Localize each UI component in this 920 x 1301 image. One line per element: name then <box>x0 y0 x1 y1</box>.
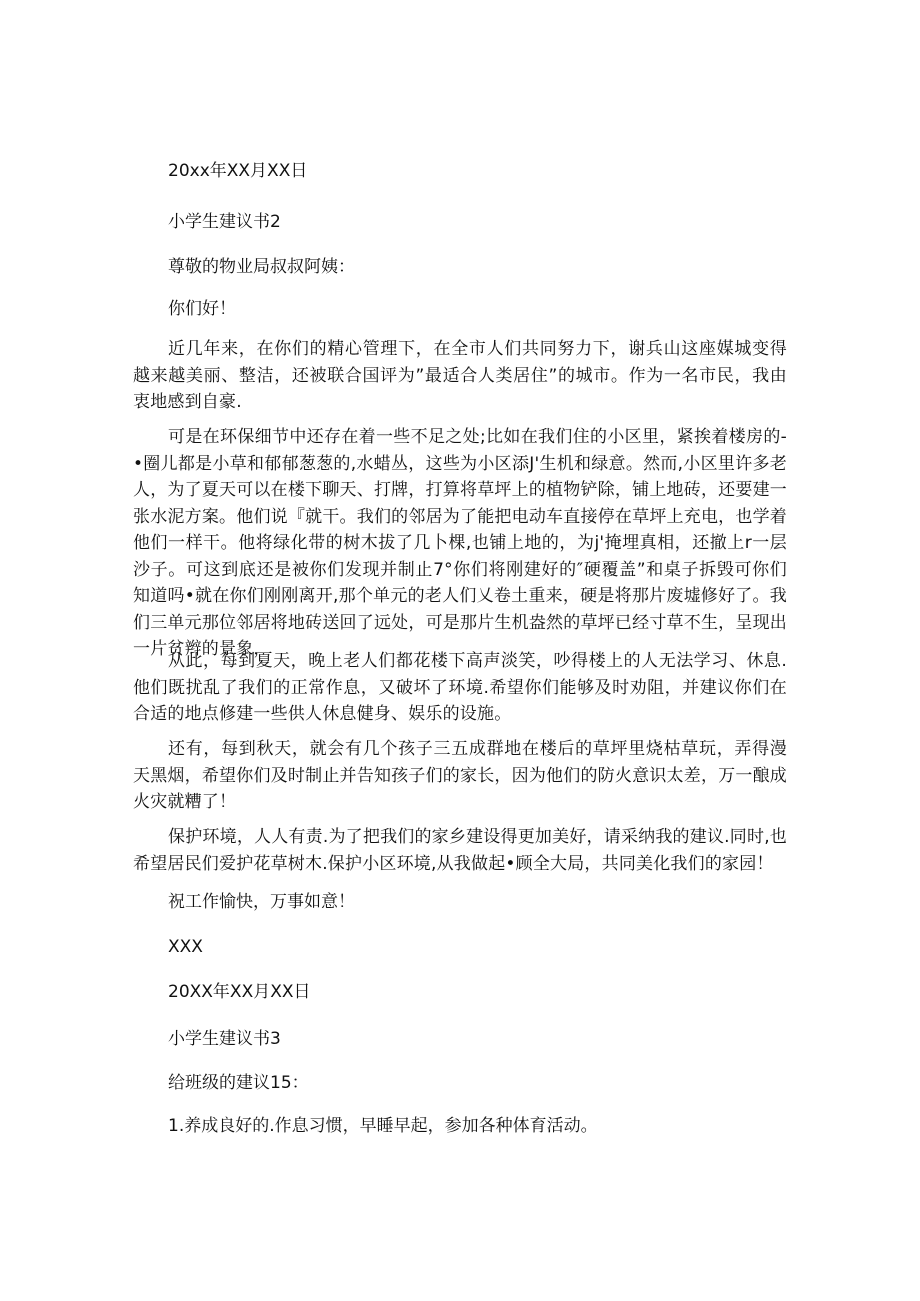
closing-line: 祝工作愉快，万事如意！ <box>168 892 355 912</box>
paragraph-5: 保护环境，人人有责.为了把我们的家乡建设得更加美好，请采纳我的建议.同时,也希望居民们爱护花草树木.保护小区环境,从我做起•顾全大局，共同美化我们的家园！ <box>133 827 787 874</box>
date-line-2: 20XX年XX月XX日 <box>168 982 311 1002</box>
section-heading: 给班级的建议15： <box>168 1073 309 1093</box>
salutation: 尊敬的物业局叔叔阿姨： <box>168 257 355 277</box>
date-line-1: 20xx年XX月XX日 <box>168 161 308 181</box>
list-item-1: 1.养成良好的.作息习惯，早睡早起，参加各种体育活动。 <box>168 1116 598 1136</box>
paragraph-3: 从此，每到夏天，晚上老人们都花楼下高声淡笑，吵得楼上的人无法学习、休息.他们既扰乱了我们的正常作息，又破坏了环境.希望你们能够及时劝阻，并建议你们在合适的地点修建一些供人休息健身、娱乐的设施。 <box>133 651 787 724</box>
letter-title-3: 小学生建议书3 <box>168 1029 281 1049</box>
paragraph-4: 还有，每到秋天，就会有几个孩子三五成群地在楼后的草坪里烧枯草玩，弄得漫天黑烟，希望你们及时制止并告知孩子们的家长，因为他们的防火意识太差，万一酿成火灾就糟了！ <box>133 739 787 812</box>
paragraph-2: 可是在环保细节中还存在着一些不足之处;比如在我们住的小区里，紧挨着楼房的-•圈儿都是小草和郁郁葱葱的,水蜡丛，这些为小区添J'生机和绿意。然而,小区里许多老人，为了夏天可以在楼下聊天、打牌，打算将草坪上的植物铲除，铺上地砖，还要建一张水泥方案。他们说『就干。我们的邻居为了能把电动车直接停在草坪上充电，也学着他们一样干。他将绿化带的树木拔了几卜棵,也铺上地的，为j'掩埋真相，还撤上r一层沙子。可这到底还是被你们发现并制止7°你们将刚建好的″硬覆盖”和桌子拆毁可你们知道吗•就在你们刚刚离开,那个单元的老人们乂卷土重来，硬是将那片废墟修好了。我们三单元那位邻居将地砖送回了远处，可是那片生机盎然的草坪已经寸草不生，呈现出一片贫辫的景象， <box>133 427 787 659</box>
letter-title-2: 小学生建议书2 <box>168 212 281 232</box>
signature: XXX <box>168 937 203 957</box>
paragraph-1: 近几年来，在你们的精心管理下，在全市人们共同努力下，谢兵山这座媒城变得越来越美丽、整洁，还被联合国评为”最适合人类居住”的城市。作为一名市民，我由衷地感到自豪. <box>133 339 787 412</box>
greeting: 你们好！ <box>168 299 236 319</box>
